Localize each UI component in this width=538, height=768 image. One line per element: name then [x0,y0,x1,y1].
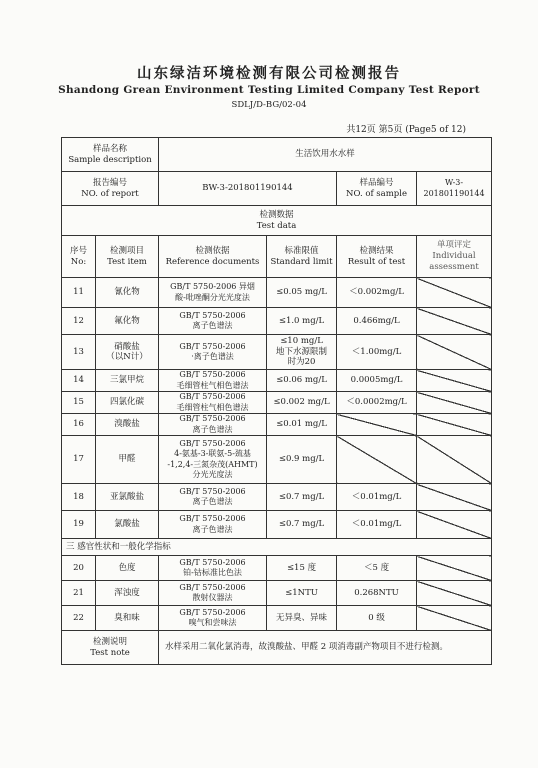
row-result: 0.268NTU [337,581,417,606]
report-no-value: BW-3-201801190144 [159,172,337,206]
row-assessment [417,581,492,606]
row-limit: ≤0.05 mg/L [267,278,337,308]
row-limit: ≤0.7 mg/L [267,484,337,511]
row-result [337,436,417,484]
row-item: 四氯化碳 [96,392,159,414]
row-limit: 无异臭、异味 [267,606,337,631]
row-no: 20 [62,556,96,581]
row-assessment [417,484,492,511]
row-item: 三氯甲烷 [96,370,159,392]
row-assessment [417,606,492,631]
row-assessment [417,278,492,308]
row-limit: ≤1NTU [267,581,337,606]
row-limit: ≤10 mg/L 地下水源限制 时为20 [267,335,337,370]
row-result: ＜0.0002mg/L [337,392,417,414]
table-row [62,370,492,392]
row-item: 氯酸盐 [96,511,159,539]
row-limit: ≤0.7 mg/L [267,511,337,539]
row-reference: GB/T 5750-2006 异烟 酸-吡唑酮分光光度法 [159,278,267,308]
row-no: 11 [62,278,96,308]
row-reference: GB/T 5750-2006 散射仪器法 [159,581,267,606]
row-reference: GB/T 5750-2006 铂-钴标准比色法 [159,556,267,581]
row-assessment [417,511,492,539]
row-assessment [417,335,492,370]
row-limit: ≤0.06 mg/L [267,370,337,392]
row-item: 浑浊度 [96,581,159,606]
row-reference: GB/T 5750-2006 离子色谱法 [159,511,267,539]
doc-code: SDLJ/D-BG/02-04 [231,100,307,110]
row-no: 17 [62,436,96,484]
sample-desc-label: 样品名称 Sample description [62,138,159,172]
col-header-result: 检测结果 Result of test [337,236,417,278]
row-limit: ≤1.0 mg/L [267,308,337,335]
row-assessment [417,370,492,392]
section-row [62,539,492,556]
col-header-assessment: 单项评定 Individual assessment [417,236,492,278]
col-header-seq: 序号 No: [62,236,96,278]
row-no: 15 [62,392,96,414]
table-row [62,511,492,539]
row-assessment [417,392,492,414]
row-item: 氟化物 [96,308,159,335]
row-assessment [417,308,492,335]
row-item: 色度 [96,556,159,581]
row-reference: GB/T 5750-2006 4-氨基-3-联氨-5-巯基 -1,2,4-三氮杂茂(AHMT) 分光光度法 [159,436,267,484]
row-no: 16 [62,414,96,436]
table-row [62,278,492,308]
row-item: 亚氯酸盐 [96,484,159,511]
test-note-label: 检测说明 Test note [62,631,159,665]
report-title-cn: 山东绿洁环境检测有限公司检测报告 [137,66,401,82]
table-row [62,414,492,436]
test-data-label: 检测数据 Test data [62,206,492,236]
row-no: 18 [62,484,96,511]
row-result: ＜0.002mg/L [337,278,417,308]
row-assessment [417,414,492,436]
row-result: 0.0005mg/L [337,370,417,392]
row-reference: GB/T 5750-2006 毛细管柱气相色谱法 [159,392,267,414]
sample-no-label: 样品编号 NO. of sample [337,172,417,206]
table-row [62,606,492,631]
table-row [62,308,492,335]
sample-desc-value: 生活饮用水水样 [159,138,492,172]
section-label: 三 感官性状和一般化学指标 [62,539,492,556]
row-limit: ≤15 度 [267,556,337,581]
column-header-row [62,236,492,278]
table-row [62,556,492,581]
row-limit: ≤0.002 mg/L [267,392,337,414]
row-no: 19 [62,511,96,539]
row-item: 甲醛 [96,436,159,484]
row-reference: GB/T 5750-2006 离子色谱法 [159,308,267,335]
col-header-ref: 检测依据 Reference documents [159,236,267,278]
row-item: 硝酸盐 （以N计） [96,335,159,370]
row-item: 溴酸盐 [96,414,159,436]
row-item: 臭和味 [96,606,159,631]
row-reference: GB/T 5750-2006 离子色谱法 [159,414,267,436]
row-result: ＜0.01mg/L [337,511,417,539]
row-limit: ≤0.01 mg/L [267,414,337,436]
table-row [62,335,492,370]
row-reference: GB/T 5750-2006 离子色谱法 [159,484,267,511]
report-title-en: Shandong Grean Environment Testing Limited Company Test Report [58,84,480,96]
row-reference: GB/T 5750-2006 ·离子色谱法 [159,335,267,370]
col-header-item: 检测项目 Test item [96,236,159,278]
table-row [62,392,492,414]
row-no: 21 [62,581,96,606]
row-result: 0.466mg/L [337,308,417,335]
row-result: 0 级 [337,606,417,631]
row-assessment [417,556,492,581]
table-row [62,436,492,484]
row-no: 13 [62,335,96,370]
test-data-table [61,137,492,665]
row-reference: GB/T 5750-2006 毛细管柱气相色谱法 [159,370,267,392]
row-result: ＜1.00mg/L [337,335,417,370]
report-no-label: 报告编号 NO. of report [62,172,159,206]
note-row [62,631,492,665]
test-note-text: 水样采用二氧化氯消毒，故溴酸盐、甲醛 2 项消毒副产物项目不进行检测。 [159,631,492,665]
row-no: 14 [62,370,96,392]
row-result [337,414,417,436]
row-no: 22 [62,606,96,631]
table-row [62,484,492,511]
table-row [62,581,492,606]
row-result: ＜0.01mg/L [337,484,417,511]
row-assessment [417,436,492,484]
row-reference: GB/T 5750-2006 嗅气和尝味法 [159,606,267,631]
row-limit: ≤0.9 mg/L [267,436,337,484]
row-result: ＜5 度 [337,556,417,581]
sample-no-value: W-3-201801190144 [417,172,492,206]
row-item: 氰化物 [96,278,159,308]
row-no: 12 [62,308,96,335]
page-info: 共12页 第5页 (Page5 of 12) [346,125,466,135]
col-header-limit: 标准限值 Standard limit [267,236,337,278]
